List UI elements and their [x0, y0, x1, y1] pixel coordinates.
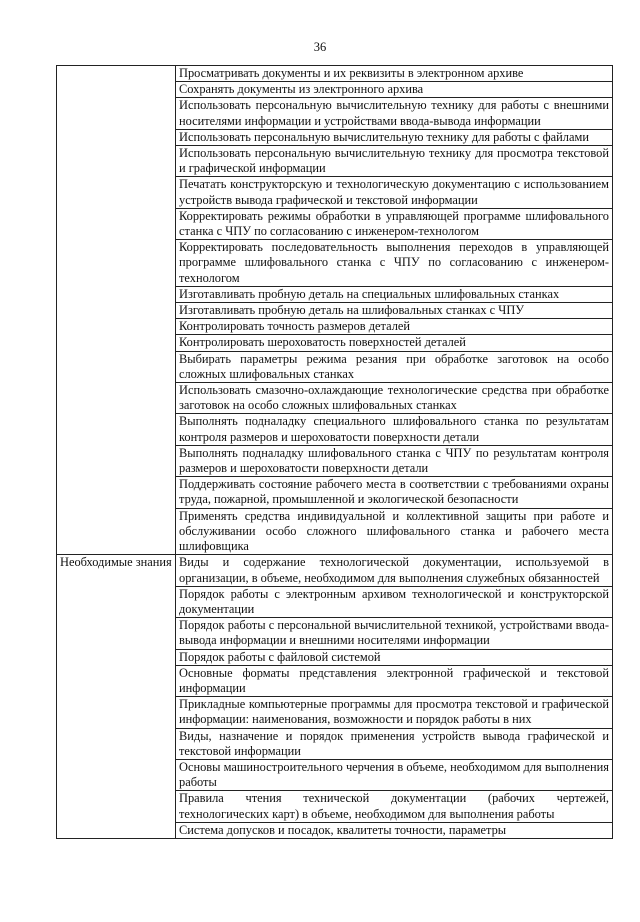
skill-item: Выбирать параметры режима резания при обработке заготовок на особо сложных шлифовальных станках	[176, 351, 613, 382]
knowledge-item: Виды и содержание технологической документации, используемой в организации, в объеме, необходимом для выполнения служебных обязанностей	[176, 555, 613, 586]
skill-item: Выполнять подналадку шлифовального станка с ЧПУ по результатам контроля размеров и шероховатости поверхности детали	[176, 445, 613, 476]
knowledge-item: Основы машиностроительного черчения в объеме, необходимом для выполнения работы	[176, 759, 613, 790]
skill-item: Поддерживать состояние рабочего места в соответствии с требованиями охраны труда, пожарной, промышленной и экологической безопасности	[176, 477, 613, 508]
skill-item: Просматривать документы и их реквизиты в электронном архиве	[176, 66, 613, 82]
knowledge-item: Порядок работы с файловой системой	[176, 649, 613, 665]
skill-item: Использовать персональную вычислительную технику для просмотра текстовой и графической информации	[176, 146, 613, 177]
skill-item: Корректировать последовательность выполнения переходов в управляющей программе шлифовального станка с ЧПУ по согласованию с инженером-технологом	[176, 240, 613, 287]
page-number: 36	[313, 40, 327, 54]
skill-item: Использовать персональную вычислительную технику для работы с внешними носителями информации и устройствами ввода-вывода информации	[176, 98, 613, 129]
skill-item: Изготавливать пробную деталь на шлифовальных станках с ЧПУ	[176, 303, 613, 319]
skill-item: Печатать конструкторскую и технологическую документацию с использованием устройств вывода графической и текстовой информации	[176, 177, 613, 208]
skill-item: Применять средства индивидуальной и коллективной защиты при работе и обслуживании особо сложного шлифовального станка и рабочего места шлифовщика	[176, 508, 613, 555]
knowledge-item: Прикладные компьютерные программы для просмотра текстовой и графической информации: наименования, возможности и порядок работы в них	[176, 697, 613, 728]
table-row	[57, 66, 613, 82]
skill-item: Контролировать точность размеров деталей	[176, 319, 613, 335]
skill-item: Использовать персональную вычислительную технику для работы с файлами	[176, 129, 613, 145]
skill-item: Сохранять документы из электронного архива	[176, 82, 613, 98]
knowledge-item: Порядок работы с электронным архивом технологической и конструкторской документации	[176, 586, 613, 617]
skill-item: Изготавливать пробную деталь на специальных шлифовальных станках	[176, 286, 613, 302]
knowledge-item: Система допусков и посадок, квалитеты точности, параметры	[176, 822, 613, 838]
skills-label-cell	[57, 66, 176, 555]
knowledge-item: Правила чтения технической документации (рабочих чертежей, технологических карт) в объеме, необходимом для выполнения работы	[176, 791, 613, 822]
knowledge-label: Необходимые знания	[57, 555, 176, 839]
competency-table	[56, 65, 613, 839]
skill-item: Корректировать режимы обработки в управляющей программе шлифовального станка с ЧПУ по согласованию с инженером-технологом	[176, 208, 613, 239]
knowledge-item: Порядок работы с персональной вычислительной техникой, устройствами ввода-вывода информации и внешними носителями информации	[176, 618, 613, 649]
knowledge-item: Основные форматы представления электронной графической и текстовой информации	[176, 665, 613, 696]
skill-item: Выполнять подналадку специального шлифовального станка по результатам контроля размеров и шероховатости поверхности детали	[176, 414, 613, 445]
table-row	[57, 555, 613, 586]
skill-item: Контролировать шероховатость поверхностей деталей	[176, 335, 613, 351]
knowledge-item: Виды, назначение и порядок применения устройств вывода графической и текстовой информации	[176, 728, 613, 759]
skill-item: Использовать смазочно-охлаждающие технологические средства при обработке заготовок на особо сложных шлифовальных станках	[176, 383, 613, 414]
